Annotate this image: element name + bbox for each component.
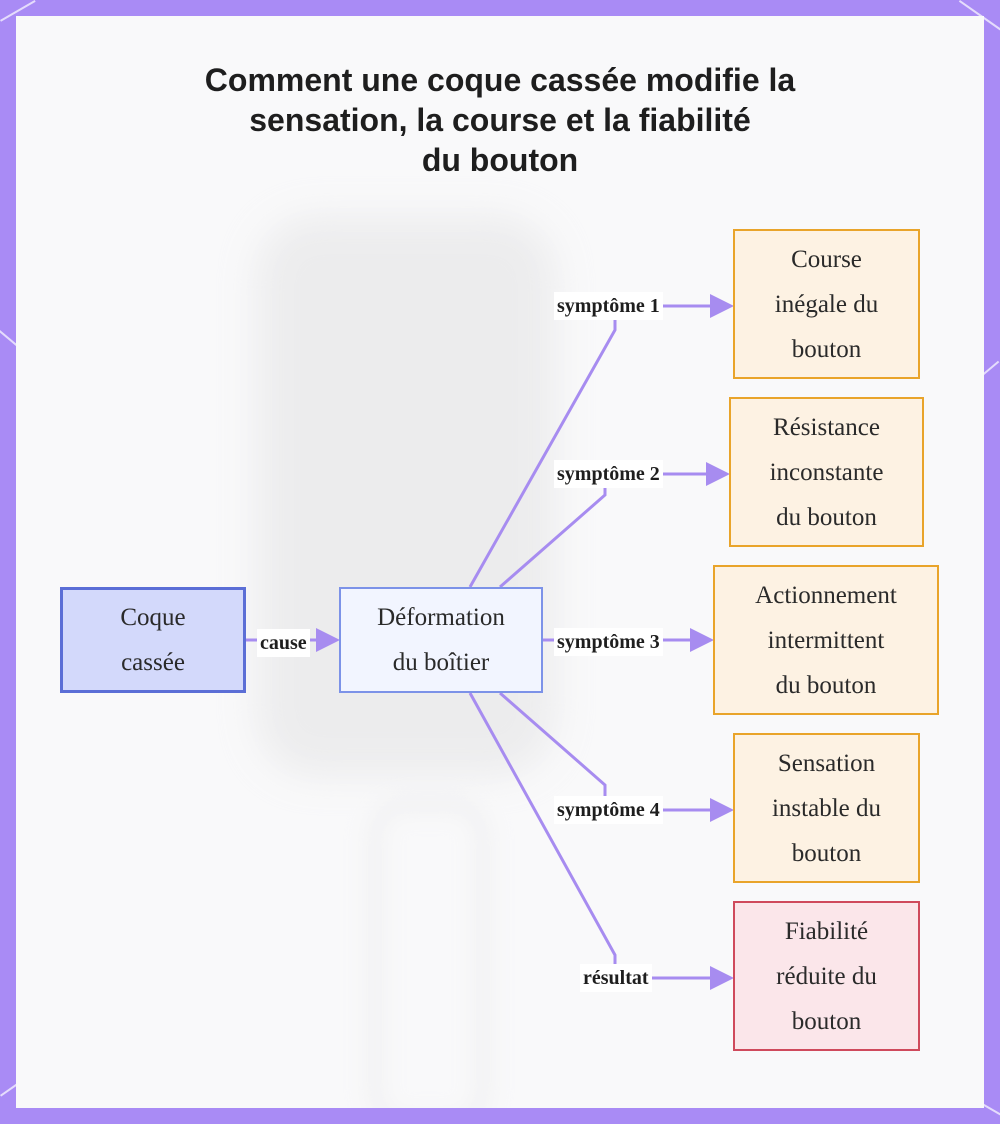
title-line-1: Comment une coque cassée modifie la: [204, 62, 796, 98]
node-line: instable du: [771, 794, 881, 822]
edge-label-symptom4: symptôme 4: [554, 796, 663, 824]
node-deformation-boitier: [339, 587, 543, 693]
node-line: du boîtier: [392, 649, 490, 676]
node-fiabilite-reduite: [733, 901, 920, 1051]
node-coque-cassee: [60, 587, 246, 693]
node-line: réduite du: [776, 962, 877, 990]
node-line: Fiabilité: [784, 917, 869, 945]
node-course-inegale: [733, 229, 920, 379]
node-line: Résistance: [773, 413, 880, 441]
node-line: Déformation: [377, 604, 505, 631]
node-line: Actionnement: [755, 581, 897, 609]
node-actionnement-intermittent: [713, 565, 939, 715]
edge-label-symptom2: symptôme 2: [554, 460, 663, 488]
edge-symptom4: [500, 693, 731, 810]
node-line: du bouton: [775, 671, 877, 699]
node-line: Sensation: [777, 749, 876, 777]
node-line: bouton: [791, 839, 862, 867]
node-sensation-instable: [733, 733, 920, 883]
edge-label-cause: cause: [257, 629, 310, 657]
edge-label-symptom1: symptôme 1: [554, 292, 663, 320]
edge-label-result: résultat: [580, 964, 652, 992]
node-line: inconstante: [769, 458, 884, 486]
title-line-3: du bouton: [421, 142, 579, 178]
node-line: intermittent: [767, 626, 885, 654]
node-line: du bouton: [776, 503, 877, 531]
edge-label-symptom3: symptôme 3: [554, 628, 663, 656]
node-line: cassée: [121, 649, 185, 676]
node-line: inégale du: [774, 290, 879, 318]
edge-result: [470, 693, 731, 978]
node-line: bouton: [791, 1007, 862, 1035]
node-line: bouton: [791, 335, 862, 363]
node-line: Course: [791, 245, 862, 273]
title-line-2: sensation, la course et la fiabilité: [249, 102, 751, 138]
node-line: Coque: [120, 604, 186, 631]
edge-symptom1: [470, 306, 731, 587]
node-resistance-inconstante: [729, 397, 924, 547]
edge-symptom2: [500, 474, 727, 587]
